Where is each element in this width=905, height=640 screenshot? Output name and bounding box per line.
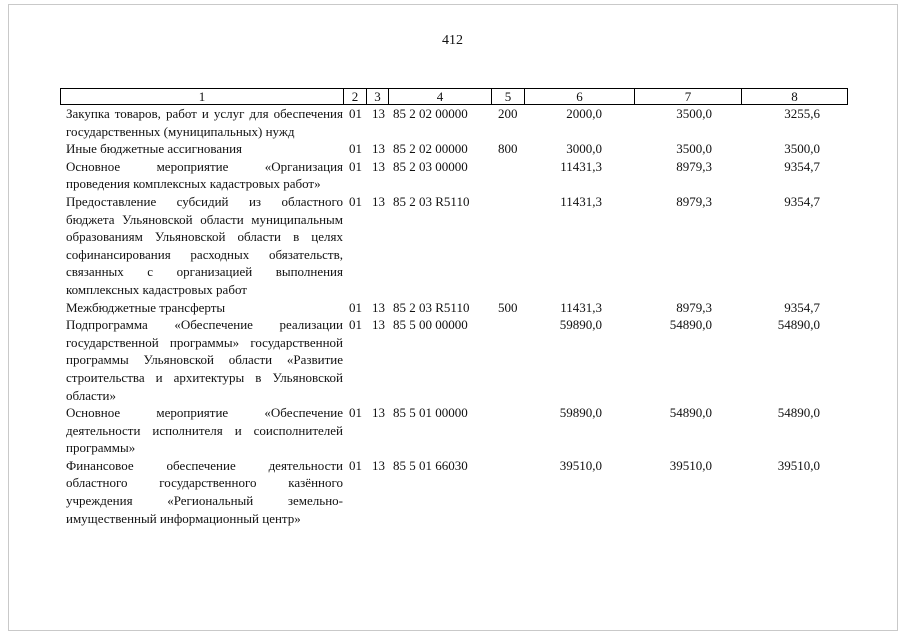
row-section: 01: [349, 141, 362, 157]
header-col-3: 3: [367, 89, 389, 104]
row-name: Межбюджетные трансферты: [66, 299, 226, 315]
row-name: Закупка товаров, работ и услуг для обеспечения государственных (муниципальных) нужд: [66, 106, 343, 139]
row-amount-6: 11431,3: [560, 158, 602, 174]
row-amount-7: 8979,3: [676, 158, 712, 174]
row-name: Подпрограмма «Обеспечение реализации государственной программы» государственной программы Ульяновской области «Развитие строительства и архитектуры в Ульяновской области»: [66, 317, 343, 403]
row-name: Основное мероприятие «Организация проведения комплексных кадастровых работ»: [66, 158, 343, 192]
row-subsection: 13: [372, 106, 385, 121]
row-amount-6: 3000,0: [566, 141, 602, 157]
row-target-code: 85 2 03 R5110: [393, 193, 470, 209]
row-expense-type: 500: [498, 299, 518, 315]
row-target-code: 85 5 01 66030: [393, 457, 468, 473]
row-amount-6: 11431,3: [560, 299, 602, 315]
table-row: [60, 105, 848, 140]
row-target-code: 85 5 01 00000: [393, 405, 468, 421]
row-amount-8: 9354,7: [784, 193, 820, 209]
row-name: Основное мероприятие «Обеспечение деятельности исполнителя и соисполнителей программы»: [66, 405, 343, 456]
row-section: 01: [349, 193, 362, 209]
row-amount-7: 54890,0: [669, 317, 712, 333]
row-subsection: 13: [372, 158, 385, 174]
row-section: 01: [349, 317, 362, 333]
header-col-6: 6: [525, 89, 635, 104]
row-amount-6: 59890,0: [559, 317, 602, 333]
row-subsection: 13: [372, 141, 385, 157]
row-amount-7: 54890,0: [669, 405, 712, 421]
row-amount-7: 39510,0: [669, 457, 712, 473]
row-subsection: 13: [372, 193, 385, 209]
row-amount-6: 39510,0: [559, 457, 602, 473]
table-row: [60, 299, 848, 317]
row-amount-8: 54890,0: [777, 405, 820, 421]
table-row: [60, 158, 848, 193]
row-amount-6: 59890,0: [559, 405, 602, 421]
row-amount-7: 8979,3: [676, 299, 712, 315]
row-target-code: 85 2 02 00000: [393, 141, 468, 157]
row-target-code: 85 2 03 00000: [393, 158, 468, 174]
row-amount-8: 9354,7: [784, 158, 820, 174]
row-subsection: 13: [372, 299, 385, 315]
row-amount-7: 3500,0: [676, 141, 712, 157]
header-col-5: 5: [492, 89, 525, 104]
row-name: Предоставление субсидий из областного бюджета Ульяновской области муниципальным образованиям Ульяновской области в целях софинансирования расходных обязательств, связанных с организацией выполнения комплексных кадастровых работ: [66, 193, 343, 297]
row-amount-8: 3255,6: [784, 106, 820, 121]
table-row: [60, 457, 848, 527]
row-amount-6: 2000,0: [566, 106, 602, 121]
row-subsection: 13: [372, 317, 385, 333]
header-col-7: 7: [635, 89, 742, 104]
row-amount-8: 3500,0: [784, 141, 820, 157]
row-section: 01: [349, 405, 362, 421]
row-target-code: 85 2 03 R5110: [393, 299, 470, 315]
header-col-8: 8: [791, 89, 798, 104]
table-row: [60, 404, 848, 457]
page-number: 412: [442, 33, 463, 48]
table-header: [60, 88, 848, 105]
table-body: [60, 105, 848, 527]
row-section: 01: [349, 106, 362, 121]
row-subsection: 13: [372, 405, 385, 421]
row-section: 01: [349, 299, 362, 315]
row-target-code: 85 2 02 00000: [393, 106, 468, 121]
row-amount-7: 8979,3: [676, 193, 712, 209]
row-section: 01: [349, 457, 362, 473]
table-row: [60, 140, 848, 158]
row-section: 01: [349, 158, 362, 174]
row-amount-7: 3500,0: [676, 106, 712, 121]
row-amount-8: 54890,0: [777, 317, 820, 333]
row-name: Иные бюджетные ассигнования: [66, 141, 243, 157]
header-col-2: 2: [344, 89, 367, 104]
row-amount-8: 9354,7: [784, 299, 820, 315]
header-col-1: 1: [61, 89, 344, 104]
row-expense-type: 800: [498, 141, 518, 157]
header-col-4: 4: [389, 89, 492, 104]
row-amount-8: 39510,0: [777, 457, 820, 473]
row-expense-type: 200: [498, 106, 518, 121]
table-row: [60, 193, 848, 299]
row-name: Финансовое обеспечение деятельности областного государственного казённого учреждения «Региональный земельно-имущественный информационный центр»: [66, 457, 343, 526]
row-target-code: 85 5 00 00000: [393, 317, 468, 333]
row-amount-6: 11431,3: [560, 193, 602, 209]
table-row: [60, 316, 848, 404]
row-subsection: 13: [372, 457, 385, 473]
